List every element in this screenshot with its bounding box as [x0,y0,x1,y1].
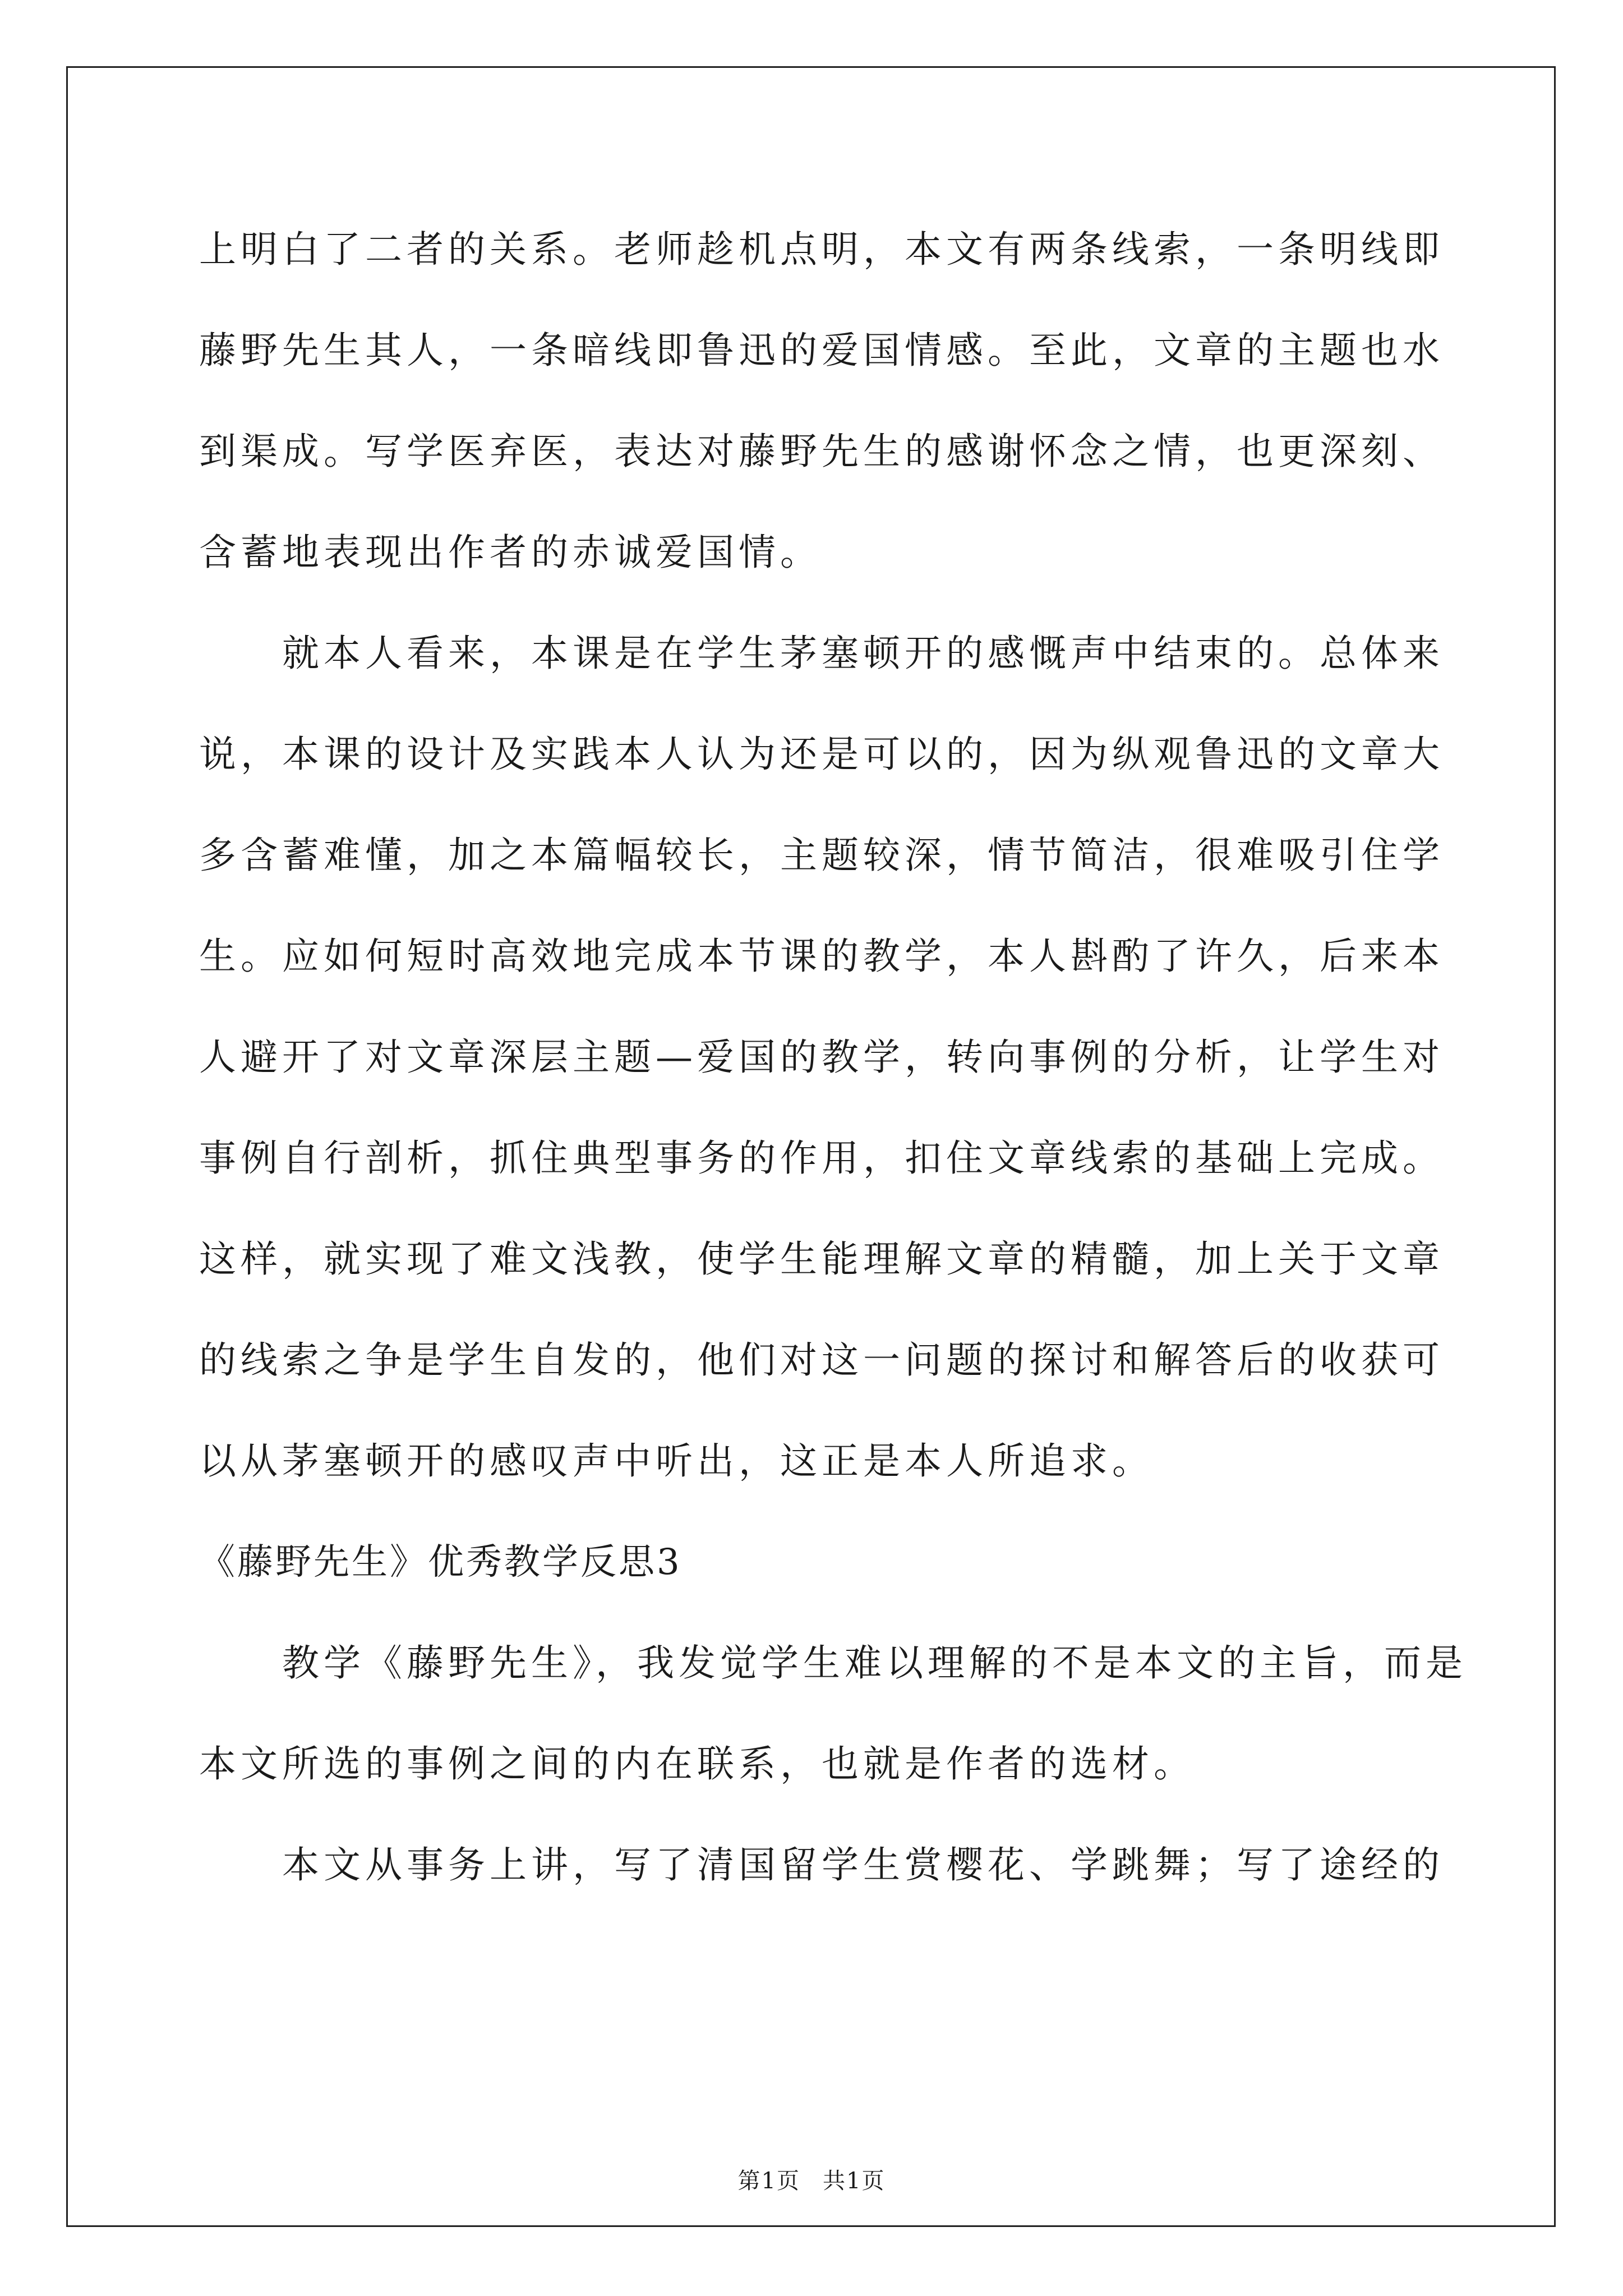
text-line: 教学《藤野先生》，我发觉学生难以理解的不是本文的主旨，而是 [282,1641,1467,1685]
text-line: 多含蓄难懂，加之本篇幅较长，主题较深，情节简洁，很难吸引住学 [199,834,1444,877]
text-line: 这样，就实现了难文浅教，使学生能理解文章的精髓，加上关于文章 [199,1237,1444,1281]
section-heading: 《藤野先生》优秀教学反思3 [199,1542,682,1583]
text-line: 以从茅塞顿开的感叹声中听出，这正是本人所追求。 [199,1439,1154,1483]
page-footer [0,2163,1623,2195]
text-line: 含蓄地表现出作者的赤诚爱国情。 [199,531,822,574]
page-total: 共1页 [823,2168,886,2194]
text-line: 说，本课的设计及实践本人认为还是可以的，因为纵观鲁迅的文章大 [199,733,1444,776]
text-line: 生。应如何短时高效地完成本节课的教学，本人斟酌了许久，后来本 [199,935,1444,978]
paragraph-4 [199,1815,1444,1916]
text-line: 就本人看来，本课是在学生茅塞顿开的感慨声中结束的。总体来 [282,632,1444,675]
text-line: 本文从事务上讲，写了清国留学生赏樱花、学跳舞；写了途经的 [282,1843,1444,1887]
paragraph-1 [199,199,1444,603]
text-line: 藤野先生其人，一条暗线即鲁迅的爱国情感。至此，文章的主题也水 [199,329,1444,372]
text-line: 的线索之争是学生自发的，他们对这一问题的探讨和解答后的收获可 [199,1338,1444,1382]
text-line: 到渠成。写学医弃医，表达对藤野先生的感谢怀念之情，也更深刻、 [199,430,1444,473]
text-line: 事例自行剖析，抓住典型事务的作用，扣住文章线索的基础上完成。 [199,1137,1444,1180]
page-number: 第1页 [737,2168,800,2194]
paragraph-3 [199,1613,1467,1815]
text-line: 本文所选的事例之间的内在联系，也就是作者的选材。 [199,1742,1195,1786]
document-body [199,199,1467,1916]
text-line: 人避开了对文章深层主题—爱国的教学，转向事例的分析，让学生对 [199,1036,1444,1079]
paragraph-2 [199,603,1444,1512]
text-line: 上明白了二者的关系。老师趁机点明，本文有两条线索，一条明线即 [199,228,1444,271]
